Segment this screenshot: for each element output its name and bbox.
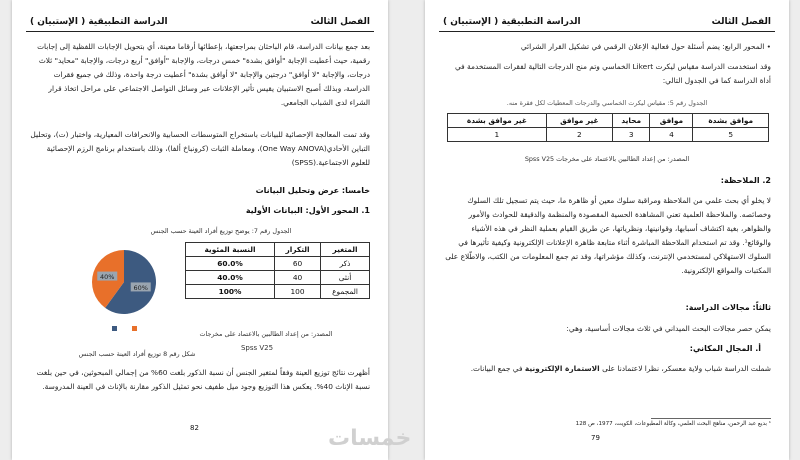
legend-marker [132,326,137,331]
table-cell: 1 [448,128,547,142]
table-cell: 40.0% [186,271,275,285]
section-heading-5: خامسا: عرض وتحليل البيانات [255,186,370,195]
header-chapter: الفصل الثالث [711,17,771,27]
table-cell: 2 [546,128,612,142]
footnote: ¹ بديع عبد الرحمن، مناهج البحث العلمي، وكالة المطبوعات، الكويت، 1977، ص 128 [575,421,771,427]
table-cell: أنثى [321,271,370,285]
table-cell: 4 [650,128,693,142]
bullet-axis-4 [443,40,771,54]
table-header-row [448,114,769,128]
gender-pie-chart [80,246,168,342]
pie-data-label: 40% [100,273,115,282]
table-header-cell: التكرار [275,243,321,257]
table-header-cell: موافق بشدة [693,114,769,128]
table-header-cell: النسبة المئوية [186,243,275,257]
section-observation: 2. الملاحظة: [720,176,771,185]
page-header [26,14,374,32]
paragraph-observation: لا يخلو أي بحث علمي من الملاحظة ومراقبة سلوك معين أو ظاهرة ما، حيث يتم تسجيل تلك السلوك وخصائصه. والملاحظة العلمية تعني المشاهدة الحسية المقصودة والمنظمة والدقيقة للحوادث والأمور والظواهر، بغية اكتشاف أسبابها، وقوانينها، ونظرياتها، عن طريق القيام بعملية النظر في هذه الأشياء والوقائع¹. وقد تم استخدام الملاحظة المباشرة أثناء متابعة ظاهرة الإعلانات الإلكترونية وكيفية تأثيرها في السلوك الاستهلاكي لمستخدمي الإنترنت، وكذلك مؤشراتها، وقد تم جمع المعلومات من الكتب، والاطّلاع على المكتبات والمواقع الإلكترونية. [445,196,771,276]
table-source: المصدر: من إعداد الطالبين بالاعتماد على مخرجات [199,330,333,338]
paragraph-likert: وقد استخدمت الدراسة مقياس ليكرت Likert الخماسي وتم منح الدرجات التالية لفقرات المستخدمة في أداة الدراسة كما في الجدول التالي: [454,62,771,86]
table-cell: 100 [275,285,321,299]
table-cell: 100% [186,285,275,299]
footnote-divider [651,418,771,419]
table-header-cell: غير موافق بشدة [448,114,547,128]
spatial-text-prefix: شملت الدراسة شباب ولاية معسكر، نظرا لاعتمادنا على [602,364,771,373]
table-header-cell: المتغير [321,243,370,257]
table-cell: 40 [275,271,321,285]
table-5-caption: الجدول رقم 5: مقياس ليكرت الخماسي والدرجات المعطيات لكل فقرة منه. [506,99,708,107]
bullet-icon: • [764,42,771,51]
table-cell: المجموع [321,285,370,299]
pie-data-label: 60% [133,283,148,292]
table-cell: 60 [275,257,321,271]
table-header-row [186,243,370,257]
table-cell: 5 [693,128,769,142]
section-study-domains: ثالثاً: مجالات الدراسة: [685,303,771,312]
page-number: 82 [190,424,199,432]
header-chapter: الفصل الثالث [310,17,370,27]
legend-marker [112,326,117,331]
paragraph-domains: يمكن حصر مجالات البحث الميداني في ثلاث مجالات أساسية، وهي: [566,324,771,333]
figure-8-caption: شكل رقم 8 توزيع أفراد العينة حسب الجنس [78,350,196,358]
spatial-text-bold: الاستمارة الإلكترونية [524,364,600,373]
table-source: المصدر: من إعداد الطالبين بالاعتماد على مخرجات Spss V25 [524,155,690,163]
table-row [186,271,370,285]
page-number: 79 [591,434,600,442]
table-row [186,257,370,271]
table-header-cell: محايد [612,114,650,128]
table-header-cell: غير موافق [546,114,612,128]
paragraph-data-coding: بعد جمع بيانات الدراسة، قام الباحثان بمراجعتها، بإعطائها أرقاما معينة، أي بتحويل الإجابات اللفظية إلى إجابات رقمية، حيث أعطيت الإجابة "أوافق بشدة" خمس درجات، والإجابة "أوافق" أربع درجات، والإجابة "محايد" ثلاث درجات، والإجابة "لا أوافق" درجتين والإجابة "لا أوافق بشدة" أعطيت درجة واحدة، وذلك في جميع فقرات الدراسة، وبذلك أصبح الاستبيان يقيس تأثير الإعلانات عبر وسائل التواصل الاجتماعي على مراحل اتخاذ قرار الشراء لدى الشباب الجامعي. [37,42,370,108]
watermark: خمسات [328,426,412,451]
page-79 [425,0,789,460]
axis-1-heading: 1. المحور الأول: البيانات الأولية [245,206,370,215]
page-82 [12,0,388,460]
table-7-caption: الجدول رقم 7: يوضح توزيع أفراد العينة حسب الجنس [150,227,292,235]
table-row [448,128,769,142]
table-header-cell: موافق [650,114,693,128]
paragraph-gender-results: أظهرت نتائج توزيع العينة وفقاً لمتغير الجنس أن نسبة الذكور بلغت 60% من إجمالي المبحوثين، في حين بلغت نسبة الإناث 40%. يعكس هذا التوزيع وجود ميل طفيف نحو تمثيل الذكور مقارنة بالإناث في العينة المدروسة. [36,368,370,392]
spatial-text-suffix: في جمع البيانات. [470,364,523,373]
page-header [439,14,775,32]
table-cell: ذكر [321,257,370,271]
paragraph-spatial [443,362,771,376]
likert-scale-table [447,113,769,142]
table-cell: 3 [612,128,650,142]
table-source-software: Spss V25 [240,344,274,352]
sub-heading-spatial: أ. المجال المكاني: [689,344,761,353]
bullet-text: المحور الرابع: يضم أسئلة حول فعالية الإعلان الرقمي في تشكيل القرار الشرائي [520,42,765,51]
gender-table [185,242,370,299]
header-title: الدراسة التطبيقية ( الإستبيان ) [443,17,581,27]
paragraph-statistical-treatment: وقد تمت المعالجة الإحصائية للبيانات باستخراج المتوسطات الحسابية والانحرافات المعيارية، واختبار (ت)، وتحليل التباين الأحادي(One Way ANOVA)، ومعاملة الثبات (كرونباخ ألفا)، وذلك باستخدام برنامج الرزم الإحصائية للعلوم الاجتماعية.(SPSS) [30,130,370,168]
table-cell: 60.0% [186,257,275,271]
table-row [186,285,370,299]
header-title: الدراسة التطبيقية ( الإستبيان ) [30,17,168,27]
